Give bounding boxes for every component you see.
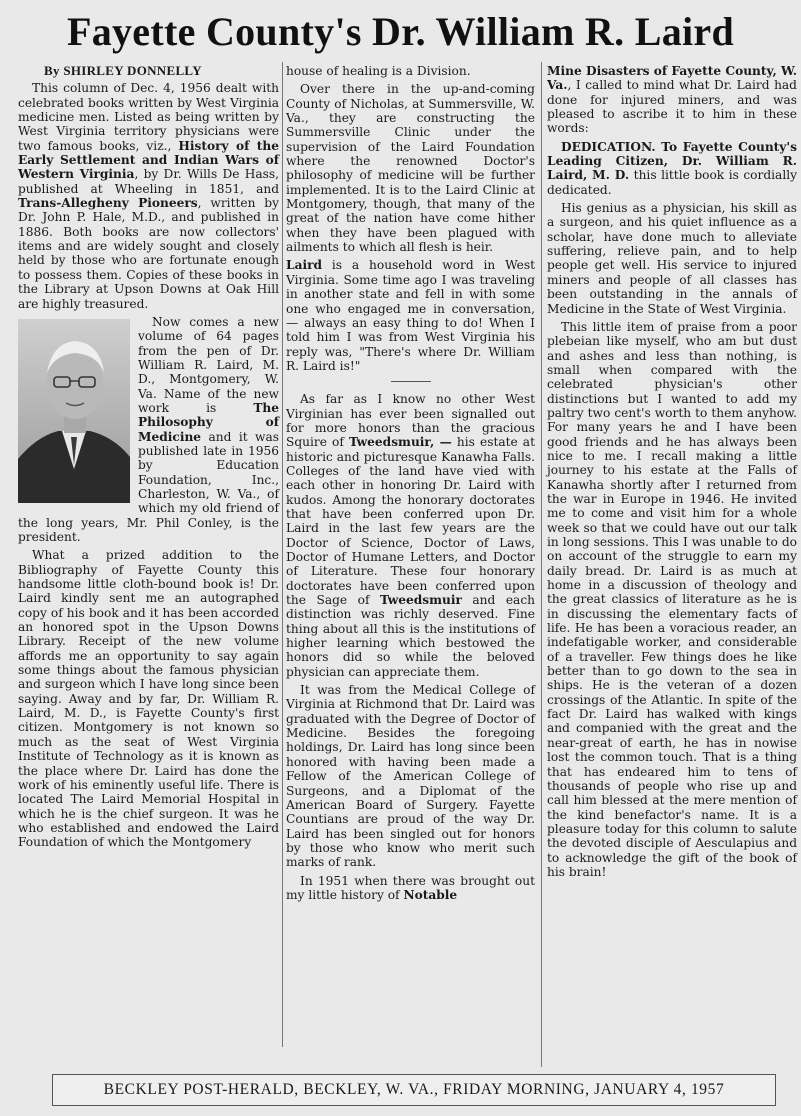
column-3 — [547, 64, 797, 883]
paragraph: His genius as a physician, his skill as a surgeon, and his quiet influence as a scholar, have done much to alleviate suffering, relieve pain, and to help people get well. His service to injured miners and people of all classes has been outstanding in the annals of Medicine in the State of West Virginia. — [547, 201, 797, 316]
paragraph: Mine Disasters of Fayette County, W. Va., I called to mind what Dr. Laird had done for injured miners, and was pleased to ascribe it to him in these words: — [547, 64, 797, 136]
portrait-photo — [18, 319, 130, 503]
paragraph: In 1951 when there was brought out my little history of Notable — [286, 873, 535, 902]
paragraph: It was from the Medical College of Virginia at Richmond that Dr. Laird was graduated with the Degree of Doctor of Medicine. Besides the foregoing holdings, Dr. Laird has long since been honored with having been made a Fellow of the American College of Surgeons, and a Diplomat of the American Board of Surgery. Fayette Countians are proud of the way Dr. Laird has been singled out for honors by those who know who merit such marks of rank. — [286, 683, 535, 870]
column-1 — [18, 64, 279, 854]
newspaper-footer: BECKLEY POST-HERALD, BECKLEY, W. VA., FRIDAY MORNING, JANUARY 4, 1957 — [52, 1074, 776, 1106]
paragraph: Laird is a household word in West Virginia. Some time ago I was traveling in another state and fell in with some one who engaged me in conversation, — always an easy thing to do! When I told him I was from West Virginia his reply was, "There's where Dr. William R. Laird is!" — [286, 258, 535, 373]
paragraph: house of healing is a Division. — [286, 64, 471, 78]
paragraph: Over there in the up-and-coming County of Nicholas, at Summersville, W. Va., they are constructing the Summersville Clinic under the supervision of the Laird Foundation where the renowned Doctor's philosophy of medicine will be further implemented. It is to the Laird Clinic at Montgomery, though, that many of the great of the nation have come hither when they have been plagued with ailments to which all flesh is heir. — [286, 82, 535, 255]
column-2 — [286, 64, 535, 906]
byline: By SHIRLEY DONNELLY — [44, 63, 202, 78]
column-rule-1 — [282, 62, 283, 1047]
paragraph: As far as I know no other West Virginian has ever been signalled out for more honors than the gracious Squire of Tweedsmuir, — his estate at historic and picturesque Kanawha Falls. Colleges of the land have vied with each other in honoring Dr. Laird with kudos. Among the honorary doctorates that have been conferred upon Dr. Laird in the last few years are the Doctor of Science, Doctor of Laws, Doctor of Humane Letters, and Doctor of Literature. These four honorary doctorates have been conferred upon the Sage of Tweedsmuir and each distinction was richly deserved. Fine thing about all this is the institutions of higher learning which bestowed the honors did so while the beloved physician can appreciate them. — [286, 392, 535, 679]
paragraph: This column of Dec. 4, 1956 dealt with celebrated books written by West Virginia medicine men. Listed as being written by West Virginia territory physicians were two famous books, viz., History of the Early Settlement and Indian Wars of Western Virginia, by Dr. Wills De Hass, published at Wheeling in 1851, and Trans-Allegheny Pioneers, written by Dr. John P. Hale, M.D., and published in 1886. Both books are now collectors' items and are widely sought and closely held by those who are fortunate enough to possess them. Copies of these books in the Library at Upson Downs at Oak Hill are highly treasured. — [18, 81, 279, 311]
paragraph: This little item of praise from a poor plebeian like myself, who am but dust and ashes and less than nothing, is small when compared with the celebrated physician's other distinctions but I wanted to add my paltry two cent's worth to them anyhow. For many years he and I have been good friends and he has always been nice to me. I recall making a little journey to his estate at the Falls of Kanawha shortly after I returned from the war in Europe in 1946. He invited me to come and visit him for a whole week so that we could have out our talk in long sessions. This I was unable to do on account of the struggle to earn my daily bread. Dr. Laird is as much at home in a discussion of theology and the great classics of literature as he is in discussing the elementary facts of life. He has been a voracious reader, an indefatigable worker, and considerable of a traveller. Few things does he like better than to go down to the sea in ships. He is the veteran of a dozen crossings of the Atlantic. In spite of the fact Dr. Laird has walked with kings and companied with the great and the near-great of earth, he has in nowise lost the common touch. That is a thing that has endeared him to tens of thousands of people who rise up and call him blessed at the mere mention of the kind benefactor's name. It is a pleasure today for this column to salute the devoted disciple of Aesculapius and to acknowledge the gift of the book of his brain! — [547, 319, 797, 879]
paragraph: What a prized addition to the Bibliography of Fayette County this handsome little cloth-bound book is! Dr. Laird kindly sent me an autographed copy of his book and it has been accorded an honored spot in the Upson Downs Library. Receipt of the new volume affords me an opportunity to say again some things about the famous physician and surgeon which I have long since been saying. Away and by far, Dr. William R. Laird, M. D., is Fayette County's first citizen. Montgomery is not known so much as the seat of West Virginia Institute of Technology as it is known as the place where Dr. Laird has done the work of his eminently useful life. There is located The Laird Memorial Hospital in which he is the chief surgeon. It was he who established and endowed the Laird Foundation of which the Montgomery — [18, 548, 279, 850]
section-divider — [391, 381, 431, 382]
headline: Fayette County's Dr. William R. Laird — [66, 9, 735, 54]
paragraph: Now comes a new volume of 64 pages from the pen of Dr. William R. Laird, M. D., Montgomery, W. Va. Name of the new work is The Philosophy of Medicine and it was published late in 1956 by Education Foundation, Inc., Charleston, W. Va., of which my old friend of the long years, Mr. Phil Conley, is the president. — [18, 314, 279, 544]
dedication: DEDICATION. To Fayette County's Leading Citizen, Dr. William R. Laird, M. D. this little book is cordially dedicated. — [547, 139, 797, 197]
column-rule-2 — [541, 62, 542, 1067]
